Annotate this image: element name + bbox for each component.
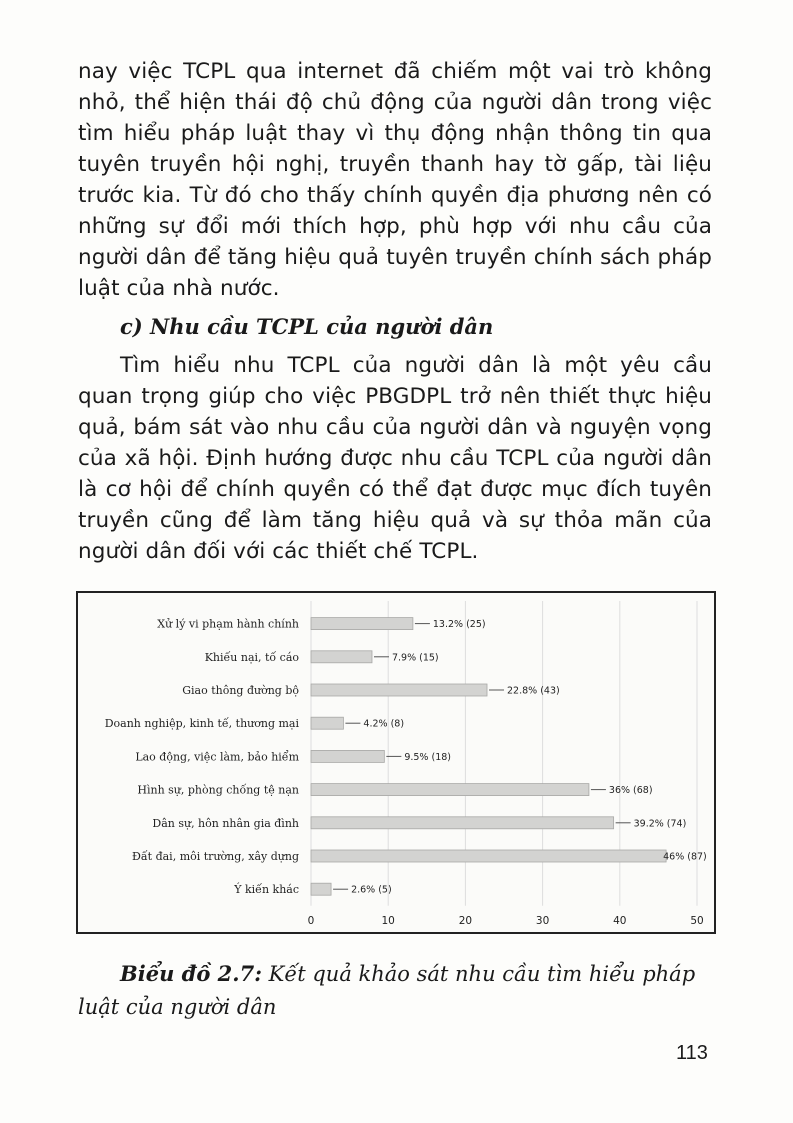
bar-chart-frame xyxy=(76,591,716,934)
category-label: Dân sự, hôn nhân gia đình xyxy=(152,816,299,830)
bar xyxy=(311,651,372,663)
section-heading: c) Nhu cầu TCPL của người dân xyxy=(120,314,494,339)
category-label: Doanh nghiệp, kinh tế, thương mại xyxy=(104,717,299,731)
x-tick-label: 20 xyxy=(458,914,473,927)
bar xyxy=(311,750,384,762)
data-label: 22.8% (43) xyxy=(507,685,560,697)
data-label: 7.9% (15) xyxy=(391,652,439,664)
bar xyxy=(311,883,331,895)
bar xyxy=(311,684,487,696)
figure-caption xyxy=(78,957,718,1024)
data-label: 13.2% (25) xyxy=(432,619,486,631)
data-label: 36% (68) xyxy=(608,785,653,797)
bar xyxy=(311,817,614,829)
x-tick-label: 0 xyxy=(307,914,315,927)
data-label: 46% (87) xyxy=(663,851,707,863)
category-label: Lao động, việc làm, bảo hiểm xyxy=(135,750,299,764)
category-label: Ý kiến khác xyxy=(234,883,299,897)
x-tick-label: 50 xyxy=(690,914,704,927)
data-label: 9.5% (18) xyxy=(404,751,451,763)
bar xyxy=(311,850,666,862)
page-number: 113 xyxy=(676,1042,708,1064)
x-tick-label: 30 xyxy=(535,914,550,927)
bar xyxy=(311,618,413,630)
data-label: 2.6% (5) xyxy=(351,884,392,896)
bar xyxy=(311,784,589,796)
x-tick-label: 40 xyxy=(613,914,627,927)
caption-label: Biểu đồ 2.7: xyxy=(120,961,262,986)
data-label: 4.2% (8) xyxy=(363,718,405,730)
bar xyxy=(311,717,343,729)
data-label: 39.2% (74) xyxy=(633,818,687,830)
body-paragraph-2: Tìm hiểu nhu TCPL của người dân là một yêu cầu quan trọng giúp cho việc PBGDPL trở nên thiết thực hiệu quả, bám sát vào nhu cầu của người dân và nguyện vọng của xã hội. Định hướng được nhu cầu TCPL của người dân là cơ hội để chính quyền có thể đạt được mục đích tuyên truyền cũng để làm tăng hiệu quả và sự thỏa mãn của người dân đối với các thiết chế TCPL. xyxy=(78,353,712,564)
category-label: Hình sự, phòng chống tệ nạn xyxy=(137,783,299,797)
category-label: Đất đai, môi trường, xây dựng xyxy=(132,850,299,863)
category-label: Khiếu nại, tố cáo xyxy=(204,650,299,664)
x-tick-label: 10 xyxy=(381,914,395,927)
category-label: Xử lý vi phạm hành chính xyxy=(157,617,299,631)
bar-chart xyxy=(78,593,714,932)
body-paragraph-1: nay việc TCPL qua internet đã chiếm một vai trò không nhỏ, thể hiện thái độ chủ động của người dân trong việc tìm hiểu pháp luật thay vì thụ động nhận thông tin qua tuyên truyền hội nghị, truyền thanh hay tờ gấp, tài liệu trước kia. Từ đó cho thấy chính quyền địa phương nên có những sự đổi mới thích hợp, phù hợp với nhu cầu của người dân để tăng hiệu quả tuyên truyền chính sách pháp luật của nhà nước. xyxy=(78,59,712,301)
category-label: Giao thông đường bộ xyxy=(182,684,299,697)
caption-text: Kết quả khảo sát nhu cầu tìm hiểu pháp luật của người dân xyxy=(78,962,696,1019)
